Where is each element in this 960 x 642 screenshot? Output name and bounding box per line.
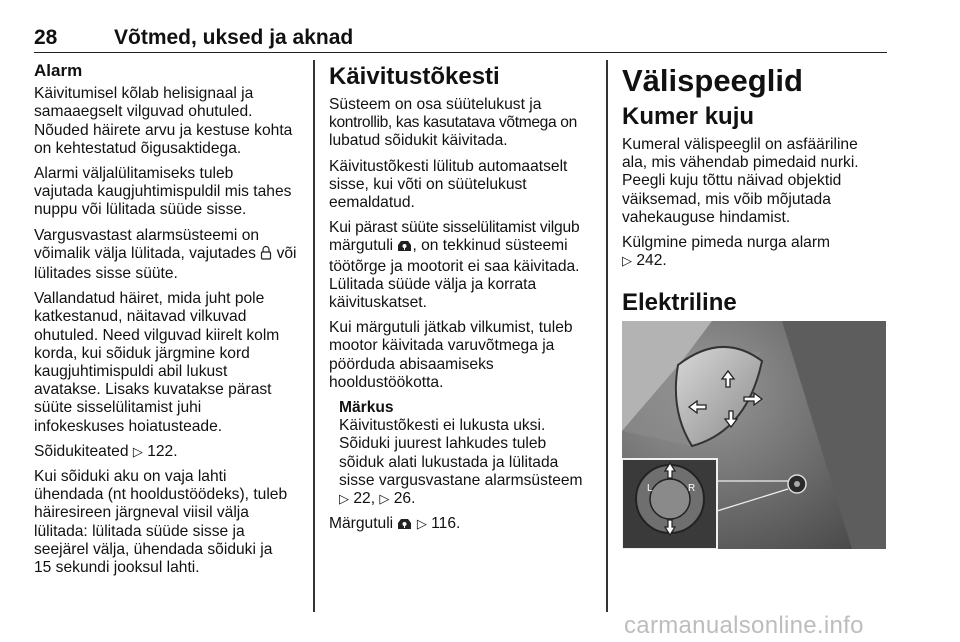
column-alarm [34,62,304,584]
watermark: carmanualsonline.info [624,612,864,639]
chapter-title: Võtmed, uksed ja aknad [114,26,354,49]
column-divider [606,60,608,612]
page-reference-link[interactable]: 116. [431,515,461,533]
note-title: Märkus [339,399,394,417]
section-heading-alarm: Alarm [34,61,83,80]
paragraph: Sõidukiteated ▷ 122. [34,442,178,460]
page-reference-link[interactable]: 122. [147,442,178,460]
paragraph: Süsteem on osa süütelukust ja kontrollib, kas kasutatava võtmega on lubatud sõidukit käivitada. [329,96,577,150]
page-reference-link[interactable]: 26. [393,490,416,508]
paragraph: Vargusvastast alarmsüsteemi on võimalik välja lülitada, vajutades või lülitades sisse süüte. [34,226,297,283]
column-mirrors [622,62,890,364]
page-reference-link[interactable]: 22, [353,490,376,508]
paragraph: Kui sõiduki aku on vaja lahti ühendada (nt hooldustöödeks), tuleb häiresireen järgneval viisil välja lülitada: lülitada süüde sisse ja seejärel välja, ühendada sõiduki ja 15 sekundi jooksul lahti. [34,468,288,577]
paragraph: Vallandatud häiret, mida juht pole katkestanud, näitavad vilkuvad ohutuled. Need vilguvad kiirelt kolm korda, kui sõiduk järgmine kord kaugjuhtimispuldi abil lukust avatakse. Lisaks kuvatakse pärast süüte sisselülitamist juhi infokeskuses hoiatusteade. [34,290,280,435]
reference-arrow-icon: ▷ [132,443,143,459]
column-divider [313,60,315,612]
column-immobiliser [329,62,599,542]
paragraph: Kumeral välispeeglil on asfääriline ala, mis vähendab pimedaid nurki. Peegli kuju tõttu näivad objektid väiksemad, mis võib mõjutada vahekauguse hindamist. [622,136,859,226]
paragraph: Külgmine pimeda nurga alarm ▷ 242. [622,234,831,270]
paragraph: Käivitustõkesti lülitub automaatselt sisse, kui võti on süütelukust eemaldatud. [329,157,568,212]
paragraph: Kui pärast süüte sisselülitamist vilgub märgutuli , on tekkinud süsteemi töötõrge ja mootorit ei saa käivitada. Lülitada süüde välja ja korrata käivituskatset. [329,219,580,312]
section-heading-mirrors: Välispeeglid [622,63,803,98]
reference-arrow-icon: ▷ [416,516,427,532]
paragraph: Alarmi väljalülitamiseks tuleb vajutada kaugjuhtimispuldil mis tahes nuppu või lülitada süüde sisse. [34,165,292,219]
immobiliser-warning-icon [397,239,412,257]
immobiliser-warning-icon [397,517,412,535]
figure-letter-left: L [647,483,653,494]
reference-arrow-icon: ▷ [622,253,632,269]
reference-arrow-icon: ▷ [379,491,390,507]
mirror-adjustment-figure [622,321,886,549]
lock-button-icon [260,245,272,265]
paragraph: Käivitumisel kõlab helisignaal ja samaaegselt vilguvad ohutuled. Nõuded häirete arvu ja kestuse kohta on kehtestatud õigusaktidega. [34,85,293,157]
paragraph: Märgutuli ▷ 116. [329,515,599,535]
page-number: 28 [34,26,58,49]
figure-letter-right: R [688,483,696,494]
note-box [329,399,599,508]
paragraph: Kui märgutuli jätkab vilkumist, tuleb mootor käivitada varuvõtmega ja pöörduda abisaamiseks hooldustöökotta. [329,319,573,391]
subheading-electric-adjustment: Elektriline [622,289,737,317]
section-heading-immobiliser: Käivitustõkesti [329,63,500,90]
reference-arrow-icon: ▷ [339,491,349,507]
note-text: Käivitustõkesti ei lukusta uksi. Sõiduki juurest lahkudes tuleb sõiduk alati lukustada ja lülitada sisse vargusvastane alarmsüsteem ▷ 22, ▷ 26. [339,417,583,508]
page-header [34,26,887,53]
subheading-convex-shape: Kumer kuju [622,103,755,130]
page-reference-link[interactable]: 242. [636,252,667,270]
